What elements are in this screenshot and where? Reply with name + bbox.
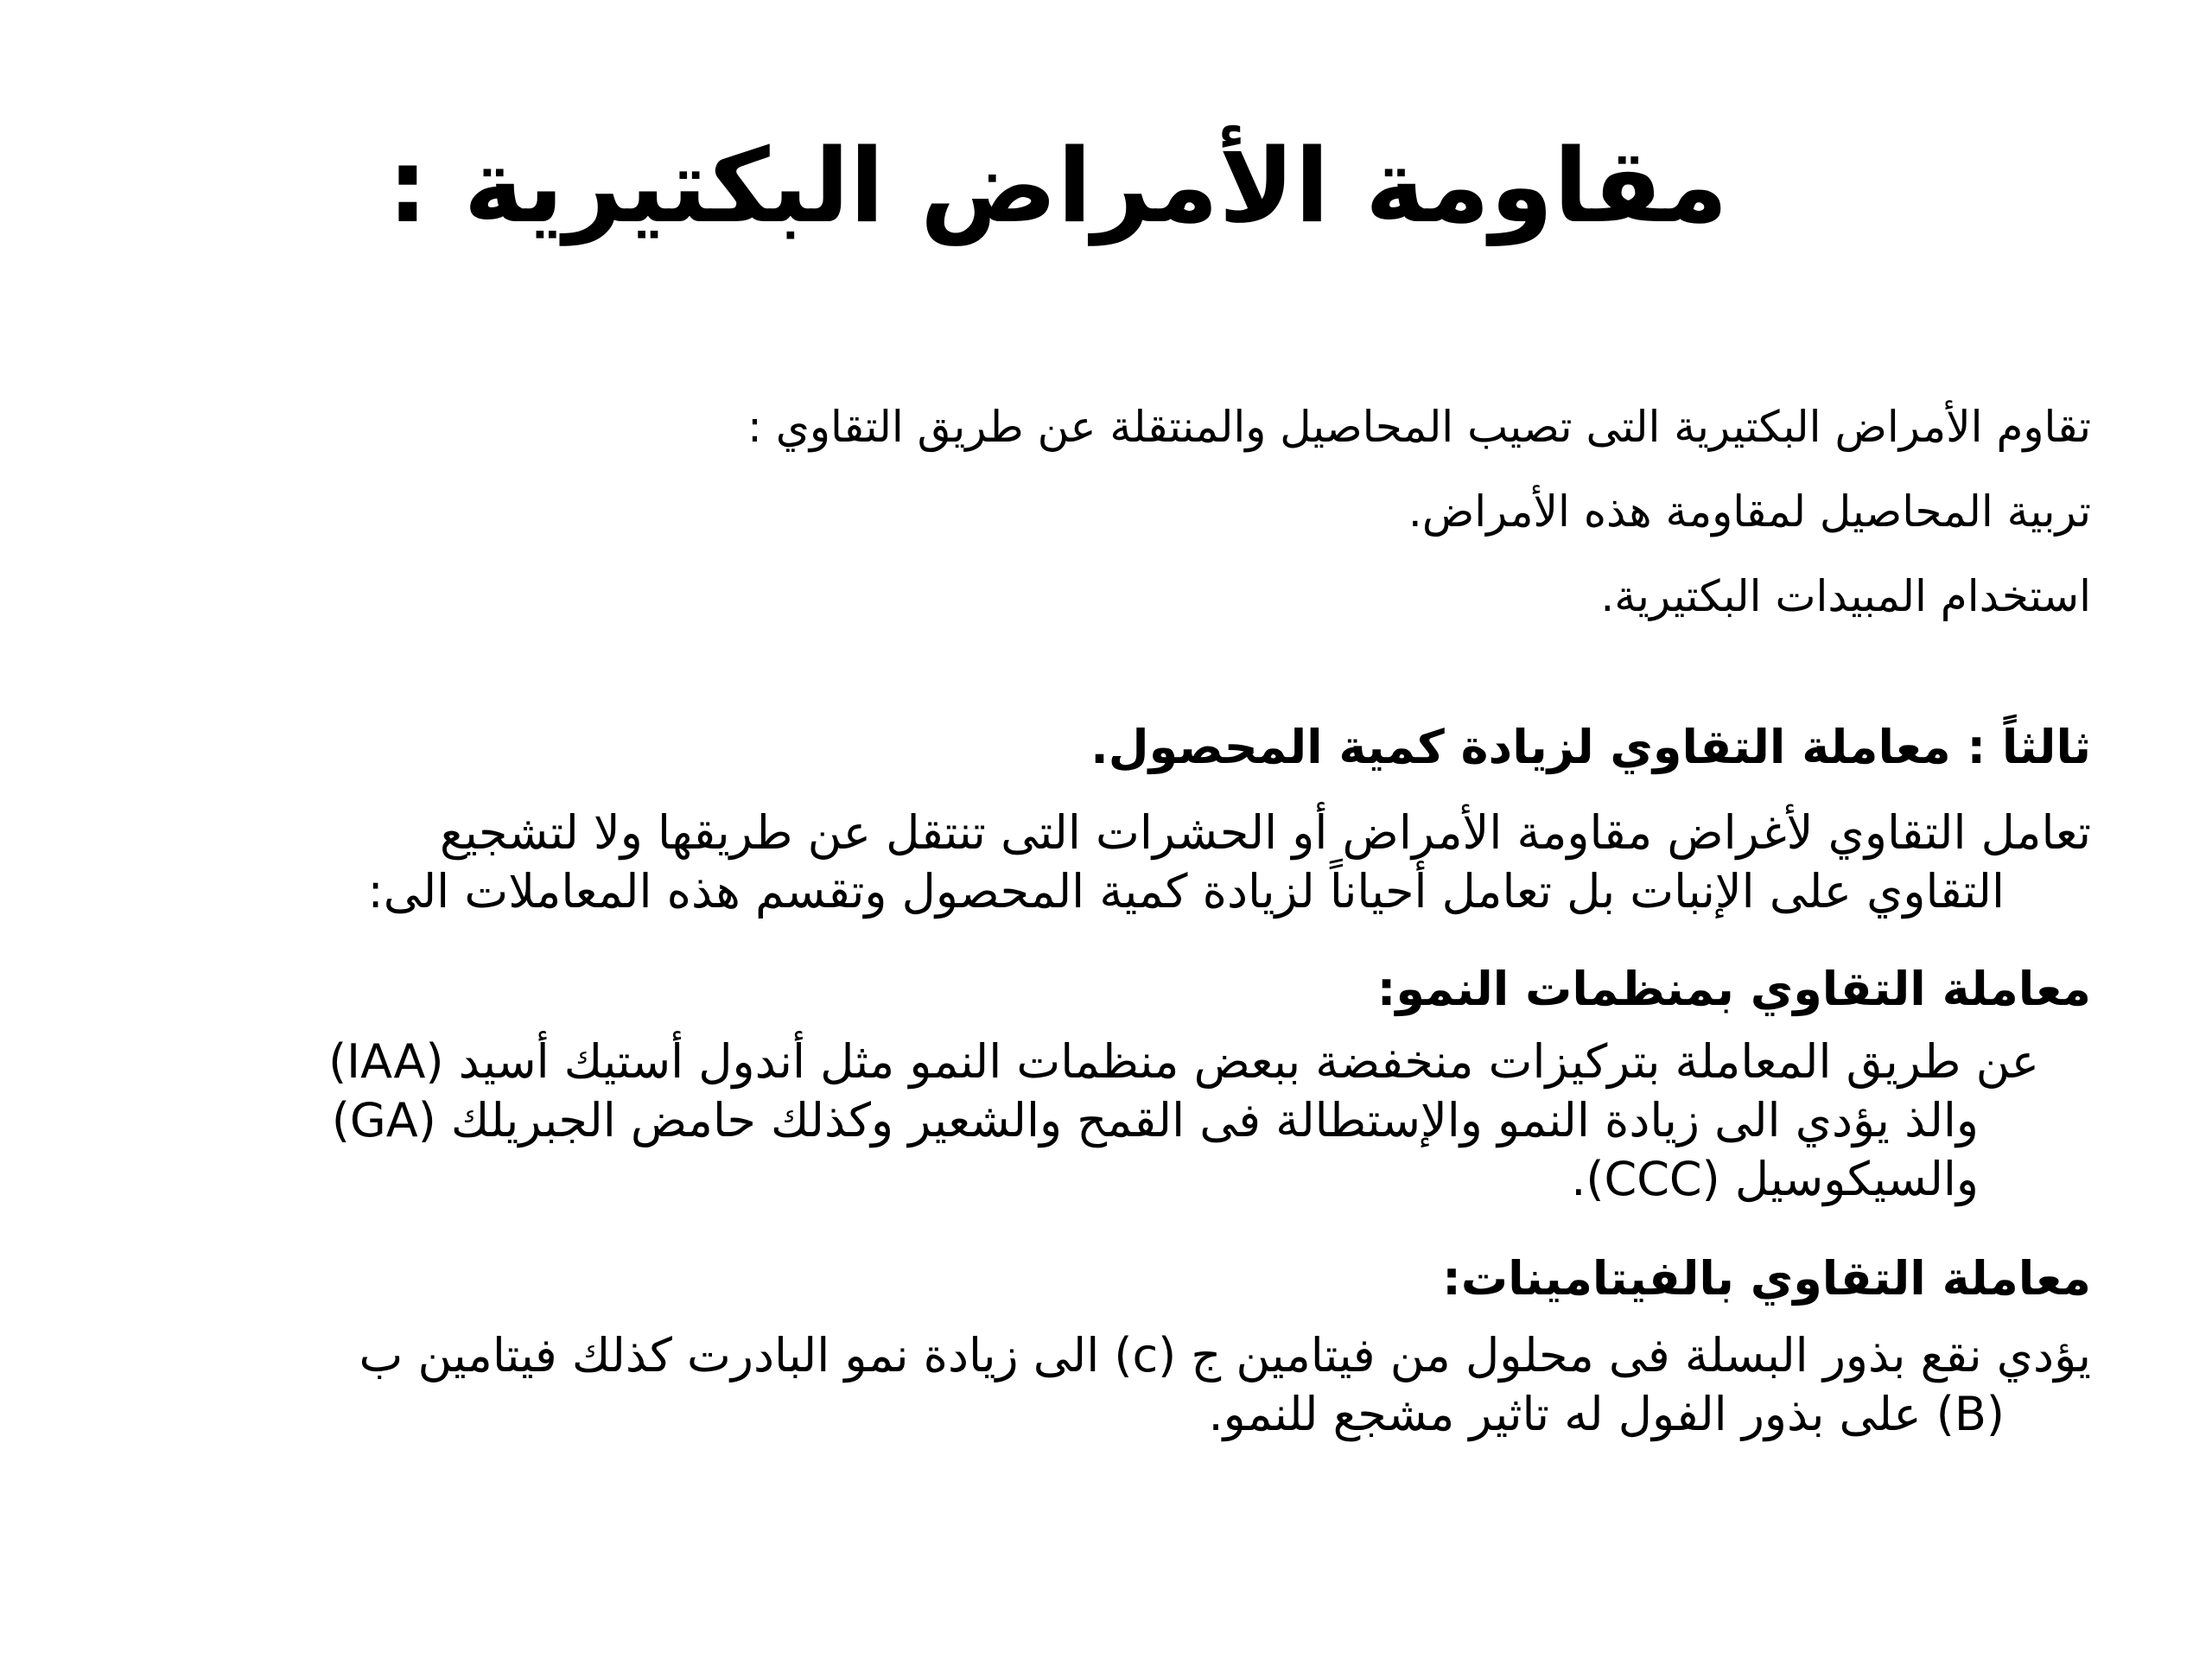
paragraph-line: والذ يؤدي الى زيادة النمو والإستطالة فى القمح والشعير وكذلك حامض الجبريلك (GA)	[331, 1093, 1979, 1147]
paragraph-line: يؤدي نقع بذور البسلة فى محلول من فيتامين ج (c) الى زيادة نمو البادرت كذلك فيتامين ب	[359, 1328, 2091, 1382]
section-heading-vitamins: معاملة التقاوي بالفيتامينات:	[1442, 1251, 2091, 1306]
intro-line: استخدام المبيدات البكتيرية.	[1600, 571, 2091, 621]
section-heading-yield: ثالثاً : معاملة التقاوي لزيادة كمية المحصول.	[1090, 720, 2091, 774]
paragraph-line: (B) على بذور الفول له تاثير مشجع للنمو.	[1208, 1387, 2005, 1441]
section-heading-growth-regulators: معاملة التقاوي بمنظمات النمو:	[1376, 962, 2091, 1016]
paragraph-line: تعامل التقاوي لأغراض مقاومة الأمراض أو الحشرات التى تنتقل عن طريقها ولا لتشجيع	[439, 805, 2091, 860]
section-paragraph-vitamins	[359, 1326, 2091, 1444]
paragraph-line: التقاوي على الإنبات بل تعامل أحياناً لزيادة كمية المحصول وتقسم هذه المعاملات الى:	[367, 864, 2005, 918]
section-paragraph-growth-regulators	[328, 1033, 2039, 1209]
section-paragraph-yield	[368, 804, 2091, 921]
intro-line: تقاوم الأمراض البكتيرية التى تصيب المحاصيل والمنتقلة عن طريق التقاوي :	[747, 402, 2091, 452]
intro-line: تربية المحاصيل لمقاومة هذه الأمراض.	[1408, 486, 2091, 537]
slide-title: مقاومة الأمراض البكتيرية :	[387, 126, 1728, 245]
paragraph-line: والسيكوسيل (CCC).	[1571, 1152, 1979, 1206]
intro-list	[363, 385, 2091, 639]
paragraph-line: عن طريق المعاملة بتركيزات منخفضة ببعض منظمات النمو مثل أندول أستيك أسيد (IAA)	[328, 1034, 2039, 1089]
